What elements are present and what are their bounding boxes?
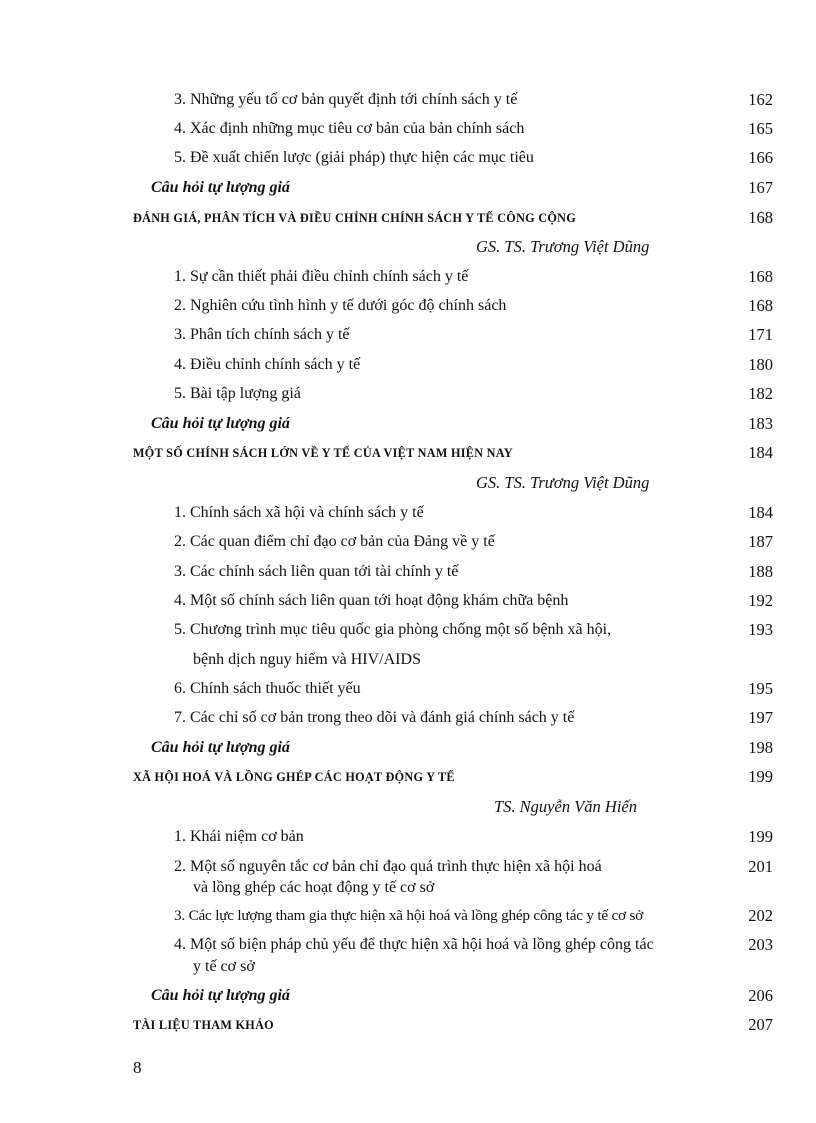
toc-entry: [0, 117, 816, 141]
toc-entry-title: 4. Xác định những mục tiêu cơ bản của bản chính sách: [174, 120, 525, 137]
toc-entry-page: 165: [748, 119, 773, 138]
toc-entry-page: 168: [748, 296, 773, 315]
toc-entry-page: 202: [748, 906, 773, 925]
toc-entry-page: 203: [748, 935, 773, 954]
toc-entry-title: 4. Một số biện pháp chủ yếu để thực hiện xã hội hoá và lồng ghép công tác: [174, 936, 654, 953]
page-number: 8: [133, 1058, 142, 1077]
toc-entry-continuation: [0, 955, 816, 979]
toc-entry-title: Câu hỏi tự lượng giá: [151, 987, 290, 1004]
toc-entry-page: 201: [748, 857, 773, 876]
toc-chapter-title: ĐÁNH GIÁ, PHÂN TÍCH VÀ ĐIỀU CHỈNH CHÍNH SÁCH Y TẾ CÔNG CỘNG: [133, 211, 577, 225]
toc-entry-title: 3. Phân tích chính sách y tế: [174, 326, 350, 343]
toc-entry-page: 166: [748, 148, 773, 167]
toc-entry-title: y tế cơ sở: [193, 958, 255, 975]
toc-entry-page: 180: [748, 355, 773, 374]
toc-entry-continuation: [0, 648, 816, 672]
toc-entry-page: 168: [748, 267, 773, 286]
toc-chapter-author: [0, 471, 816, 495]
toc-entry-page: 197: [748, 708, 773, 727]
toc-entry-title: 3. Các lực lượng tham gia thực hiện xã hội hoá và lồng ghép công tác y tế cơ sở: [174, 907, 644, 924]
toc-entry: [0, 323, 816, 347]
toc-entry: [0, 933, 816, 957]
toc-review-questions: [0, 412, 816, 436]
toc-entry-page: 207: [748, 1015, 773, 1034]
toc-entry-title: 1. Sự cần thiết phải điều chỉnh chính sách y tế: [174, 268, 469, 285]
toc-review-questions: [0, 736, 816, 760]
toc-entry: [0, 146, 816, 170]
toc-entry: [0, 88, 816, 112]
toc-entry-page: 171: [748, 325, 773, 344]
toc-entry-title: 2. Nghiên cứu tình hình y tế dưới góc độ chính sách: [174, 297, 507, 314]
toc-entry-title: 1. Khái niệm cơ bản: [174, 828, 304, 845]
toc-entry-title: 5. Đề xuất chiến lược (giải pháp) thực hiện các mục tiêu: [174, 149, 534, 166]
toc-entry: [0, 294, 816, 318]
toc-entry-page: 187: [748, 532, 773, 551]
toc-entry-page: 195: [748, 679, 773, 698]
toc-entry-title: bệnh dịch nguy hiểm và HIV/AIDS: [193, 651, 421, 668]
toc-chapter-title: MỘT SỐ CHÍNH SÁCH LỚN VỀ Y TẾ CỦA VIỆT NAM HIỆN NAY: [133, 446, 513, 460]
toc-chapter-heading: [0, 1013, 816, 1037]
toc-entry-page: 193: [748, 620, 773, 639]
toc-entry-page: 183: [748, 414, 773, 433]
author-name: GS. TS. Trương Việt Dũng: [476, 237, 650, 256]
toc-chapter-heading: [0, 765, 816, 789]
toc-entry-title: Câu hỏi tự lượng giá: [151, 739, 290, 756]
toc-entry-title: Câu hỏi tự lượng giá: [151, 179, 290, 196]
toc-entry: [0, 353, 816, 377]
toc-chapter-title: XÃ HỘI HOÁ VÀ LỒNG GHÉP CÁC HOẠT ĐỘNG Y TẾ: [133, 770, 455, 784]
toc-entry: [0, 706, 816, 730]
toc-entry-page: 167: [748, 178, 773, 197]
toc-entry-page: 192: [748, 591, 773, 610]
toc-entry-page: 184: [748, 443, 773, 462]
toc-entry: [0, 904, 816, 928]
toc-chapter-author: [0, 235, 816, 259]
toc-entry: [0, 825, 816, 849]
toc-entry-title: 3. Những yếu tố cơ bản quyết định tới chính sách y tế: [174, 91, 518, 108]
author-name: GS. TS. Trương Việt Dũng: [476, 473, 650, 492]
toc-entry-title: 2. Một số nguyên tắc cơ bản chỉ đạo quá trình thực hiện xã hội hoá: [174, 858, 602, 875]
toc-entry: [0, 265, 816, 289]
toc-chapter-author: [0, 795, 816, 819]
toc-entry-page: 184: [748, 503, 773, 522]
toc-entry-continuation: [0, 876, 816, 900]
toc-chapter-heading: [0, 206, 816, 230]
toc-entry-page: 198: [748, 738, 773, 757]
toc-review-questions: [0, 176, 816, 200]
toc-entry: [0, 560, 816, 584]
toc-entry-page: 199: [748, 767, 773, 786]
toc-entry: [0, 501, 816, 525]
toc-entry-title: 4. Một số chính sách liên quan tới hoạt động khám chữa bệnh: [174, 592, 569, 609]
toc-entry: [0, 677, 816, 701]
toc-entry-title: 4. Điều chỉnh chính sách y tế: [174, 356, 361, 373]
toc-entry-page: 162: [748, 90, 773, 109]
toc-entry: [0, 530, 816, 554]
toc-entry-title: 6. Chính sách thuốc thiết yếu: [174, 680, 361, 697]
toc-entry-page: 188: [748, 562, 773, 581]
toc-entry-page: 182: [748, 384, 773, 403]
toc-chapter-heading: [0, 441, 816, 465]
toc-entry-title: Câu hỏi tự lượng giá: [151, 415, 290, 432]
toc-entry-title: 7. Các chỉ số cơ bản trong theo dõi và đánh giá chính sách y tế: [174, 709, 575, 726]
toc-entry-title: 5. Chương trình mục tiêu quốc gia phòng chống một số bệnh xã hội,: [174, 621, 612, 638]
toc-entry-page: 199: [748, 827, 773, 846]
toc-entry-title: 3. Các chính sách liên quan tới tài chính y tế: [174, 563, 459, 580]
toc-entry: [0, 589, 816, 613]
toc-entry-title: và lồng ghép các hoạt động y tế cơ sở: [193, 879, 435, 896]
toc-chapter-title: TÀI LIỆU THAM KHẢO: [133, 1018, 274, 1032]
toc-entry: [0, 382, 816, 406]
toc-entry-page: 206: [748, 986, 773, 1005]
author-name: TS. Nguyễn Văn Hiến: [494, 797, 637, 816]
toc-entry-page: 168: [748, 208, 773, 227]
toc-entry-title: 1. Chính sách xã hội và chính sách y tế: [174, 504, 424, 521]
toc-review-questions: [0, 984, 816, 1008]
toc-entry-title: 5. Bài tập lượng giá: [174, 385, 301, 402]
toc-entry: [0, 618, 816, 642]
toc-entry-title: 2. Các quan điểm chỉ đạo cơ bản của Đảng về y tế: [174, 533, 495, 550]
